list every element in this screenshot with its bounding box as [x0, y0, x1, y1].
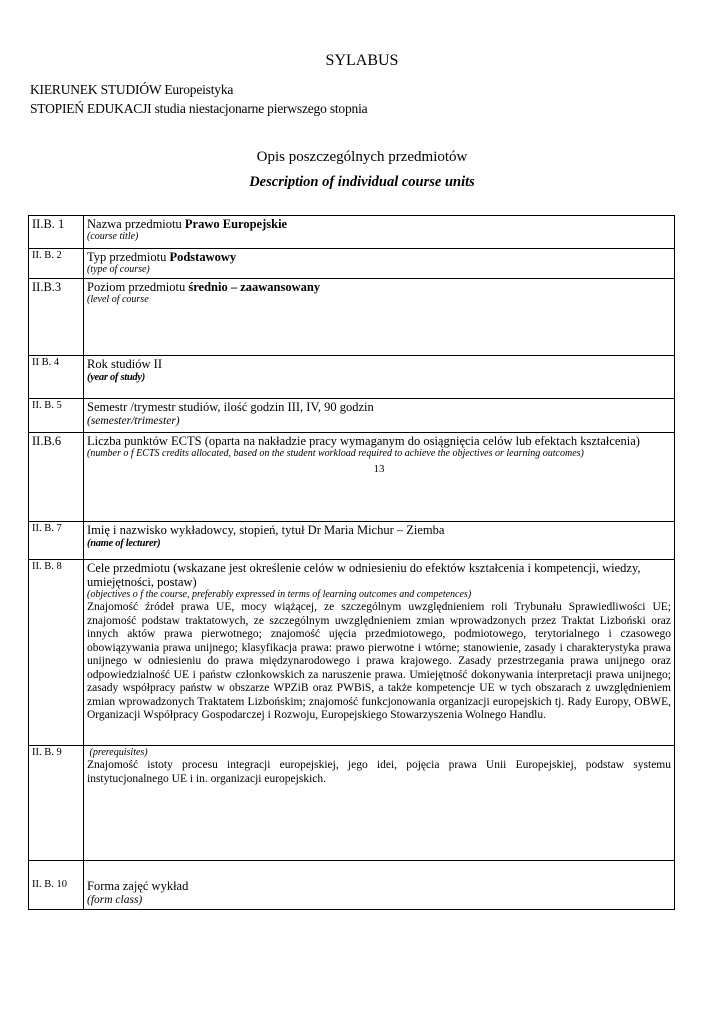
prerequisites-text: Znajomość istoty procesu integracji europejskiej, jego idei, pojęcia prawa Unii Europejskiej, podstaw systemu instytucjonalnego UE i in. organizacji europejskich.	[87, 759, 671, 785]
table-row	[29, 356, 675, 399]
table-row	[29, 399, 675, 433]
row-label: Forma zajęć wykład	[87, 879, 189, 893]
row-content	[84, 356, 675, 399]
field-of-study: KIERUNEK STUDIÓW Europeistyka	[30, 82, 234, 97]
row-code: II.B.6	[29, 433, 84, 522]
row-english-label: (semester/trimester)	[87, 415, 180, 427]
row-english-label: (objectives o f the course, preferably expressed in terms of learning outcomes and competences)	[87, 589, 472, 600]
table-row	[29, 861, 675, 910]
document-title: SYLABUS	[325, 52, 399, 69]
row-label: Liczba punktów ECTS (oparta na nakładzie pracy wymaganym do osiągnięcia celów lub efektach kształcenia)	[87, 434, 640, 448]
row-label: Rok studiów II	[87, 357, 162, 371]
row-content	[84, 216, 675, 249]
row-code: II.B. 1	[29, 216, 84, 249]
table-row	[29, 560, 675, 746]
row-english-label: (form class)	[87, 894, 143, 906]
row-label: Cele przedmiotu (wskazane jest określenie celów w odniesieniu do efektów kształcenia i kompetencji, wiedzy, umiejętności, postaw)	[87, 561, 641, 589]
row-code: II B. 4	[29, 356, 84, 399]
subtitle-english: Description of individual course units	[249, 174, 475, 190]
ects-value: 13	[373, 463, 385, 475]
row-code: II. B. 2	[29, 249, 84, 279]
row-value: Prawo Europejskie	[184, 217, 288, 231]
row-label: Poziom przedmiotu	[87, 280, 189, 294]
subtitle-polish: Opis poszczególnych przedmiotów	[256, 149, 468, 165]
row-english-label: (prerequisites)	[87, 747, 148, 758]
row-value: Podstawowy	[169, 250, 237, 264]
row-content	[84, 249, 675, 279]
education-level: STOPIEŃ EDUKACJI studia niestacjonarne pierwszego stopnia	[30, 101, 368, 116]
row-content	[84, 746, 675, 861]
table-row	[29, 249, 675, 279]
row-code: II. B. 7	[29, 522, 84, 560]
row-code: II. B. 8	[29, 560, 84, 746]
row-english-label: (level of course	[87, 294, 149, 305]
row-code: II.B.3	[29, 279, 84, 356]
row-content	[84, 279, 675, 356]
row-code: II. B. 9	[29, 746, 84, 861]
row-label: Typ przedmiotu	[87, 250, 170, 264]
row-english-label: (number o f ECTS credits allocated, based on the student workload required to achieve the objectives or learning outcomes)	[87, 448, 584, 459]
syllabus-table	[28, 215, 675, 910]
table-row	[29, 746, 675, 861]
row-code: II. B. 5	[29, 399, 84, 433]
row-value: średnio – zaawansowany	[188, 280, 321, 294]
row-label: Semestr /trymestr studiów, ilość godzin III, IV, 90 godzin	[87, 400, 374, 414]
table-row	[29, 433, 675, 522]
row-english-label: (year of study)	[87, 372, 145, 383]
row-english-label: (course title)	[87, 231, 139, 242]
row-label: Nazwa przedmiotu	[87, 217, 185, 231]
table-row	[29, 522, 675, 560]
row-content	[84, 433, 675, 522]
table-row	[29, 279, 675, 356]
row-english-label: (name of lecturer)	[87, 538, 161, 549]
objectives-text: Znajomość źródeł prawa UE, mocy wiążącej, ze szczególnym uwzględnieniem roli Trybunału Sprawiedliwości UE; znajomość podstaw traktatowych, ze szczególnym uwzględnieniem zmian wprowadzonych przez Traktat Lizboński oraz innych aktów prawa pierwotnego; znajomość ujęcia przedmiotowego, podmiotowego, terytorialnego i czasowego obowiązywania prawa unijnego; klasyfikacja prawa: prawo pierwotne i wtórne; stanowienie, zasady i charakterystyka prawa unijnego w odniesieniu do prawa międzynarodowego i prawa krajowego. Zasady przestrzegania prawa unijnego oraz odpowiedzialność UE i państw członkowskich za naruszenie prawa. Umiejętność dokonywania interpretacji prawa unijnego; zasady współpracy państw w obszarze WPZiB oraz PWBiS, a także kompetencje UE w tych obszarach z uwzględnieniem zmian wprowadzonych Traktatem Lizbońskim; znajomość funkcjonowania organizacji europejskich tj. Rady Europy, OBWE, Organizacji Współpracy Gospodarczej i Rozwoju, Europejskiego Stowarzyszenia Wolnego Handlu.	[87, 601, 671, 721]
row-content	[84, 399, 675, 433]
row-code: II. B. 10	[29, 861, 84, 910]
row-content	[84, 861, 675, 910]
row-english-label: (type of course)	[87, 264, 150, 275]
row-content	[84, 522, 675, 560]
row-label: Imię i nazwisko wykładowcy, stopień, tytuł Dr Maria Michur – Ziemba	[87, 523, 445, 537]
table-row	[29, 216, 675, 249]
row-content	[84, 560, 675, 746]
